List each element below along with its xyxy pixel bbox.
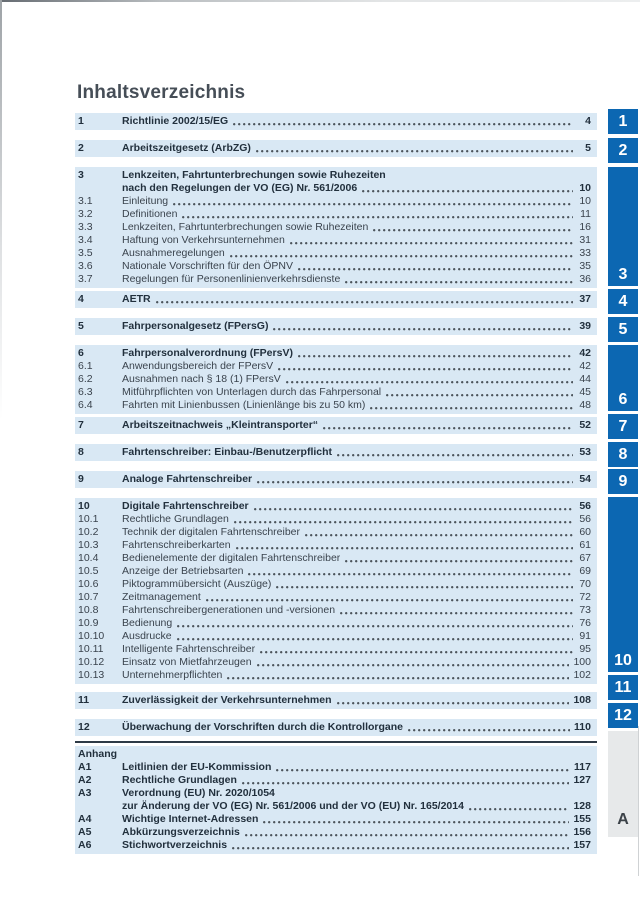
toc-row-number: 3 — [78, 169, 84, 181]
toc-page-number: 102 — [573, 669, 591, 681]
scan-edge-top — [0, 0, 640, 2]
dot-leader — [373, 229, 573, 232]
toc-row — [78, 839, 591, 852]
toc-row — [78, 761, 591, 774]
dot-leader — [233, 123, 573, 126]
toc-row — [78, 813, 591, 826]
toc-row-title: Einsatz von Mietfahrzeugen — [122, 656, 252, 668]
tab-label: 3 — [618, 266, 628, 283]
toc-row — [78, 195, 591, 208]
toc-row-title: Analoge Fahrtenschreiber — [122, 473, 253, 485]
chapter-tab-1 — [608, 109, 638, 134]
chapter-tab-5 — [608, 317, 638, 342]
chapter-tab-7 — [608, 414, 638, 439]
dot-leader — [286, 381, 573, 384]
tab-label: 9 — [618, 472, 628, 490]
toc-row-title: Überwachung der Vorschriften durch die Kontrollorgane — [122, 721, 404, 733]
toc-row-title: Ausnahmeregelungen — [122, 247, 225, 259]
toc-group — [75, 291, 597, 308]
toc-row-title: Regelungen für Personenlinienverkehrsdienste — [122, 273, 341, 285]
toc-row — [78, 643, 591, 656]
tab-label: 8 — [618, 445, 628, 463]
toc-row-number: 10.11 — [78, 643, 104, 655]
toc-row — [78, 347, 591, 360]
toc-row-title: Bedienung — [122, 617, 173, 629]
toc-page-number: 76 — [579, 617, 591, 629]
toc-row — [78, 774, 591, 787]
toc-group — [75, 471, 597, 488]
toc-row — [78, 526, 591, 539]
toc-row — [78, 539, 591, 552]
toc-row-number: 6.4 — [78, 399, 93, 411]
tab-label: 4 — [618, 292, 628, 310]
toc-row-title: Definitionen — [122, 208, 178, 220]
dot-leader — [257, 481, 573, 484]
toc-row — [78, 656, 591, 669]
toc-row-title: Anzeige der Betriebsarten — [122, 565, 244, 577]
chapter-tab-strip — [604, 0, 640, 898]
toc-row — [78, 386, 591, 399]
dot-leader — [206, 599, 573, 602]
dot-leader — [323, 427, 573, 430]
toc-row-number: 3.6 — [78, 260, 93, 272]
toc-row-number: 6.2 — [78, 373, 93, 385]
toc-page-number: 117 — [574, 761, 591, 773]
tab-label: 1 — [618, 112, 628, 130]
toc-page-number: 54 — [579, 473, 591, 485]
toc-row-number: 3.4 — [78, 234, 93, 246]
toc-row-title: Fahrpersonalgesetz (FPersG) — [122, 320, 269, 332]
toc-page-number: 128 — [573, 800, 591, 812]
toc-row-number: 10.1 — [78, 513, 99, 525]
toc-page-number: 156 — [573, 826, 591, 838]
dot-leader — [276, 769, 570, 772]
toc-row — [78, 273, 591, 286]
dot-leader — [156, 301, 573, 304]
toc-row-title: Haftung von Verkehrsunternehmen — [122, 234, 285, 246]
dot-leader — [182, 216, 573, 219]
dot-leader — [177, 638, 573, 641]
toc-row — [78, 800, 591, 813]
toc-row-title: Piktogrammübersicht (Auszüge) — [122, 578, 272, 590]
toc-row-number: 5 — [78, 320, 84, 332]
toc-row-number: 10.10 — [78, 630, 105, 642]
toc-page-number: 73 — [579, 604, 591, 616]
toc-page-number: 37 — [579, 293, 591, 305]
toc-row-title: Verordnung (EU) Nr. 2020/1054 — [122, 787, 275, 799]
chapter-tab-2 — [608, 138, 638, 163]
toc-row-title: Fahrtenschreibergenerationen und -versionen — [122, 604, 336, 616]
scan-edge-left — [0, 0, 2, 420]
toc-row — [78, 473, 591, 486]
toc-row-title: Digitale Fahrtenschreiber — [122, 500, 249, 512]
toc-row — [78, 169, 591, 182]
dot-leader — [245, 834, 570, 837]
toc-row-title: Zuverlässigkeit der Verkehrsunternehmen — [122, 694, 332, 706]
toc-row — [78, 578, 591, 591]
toc-row-title: Rechtliche Grundlagen — [122, 774, 237, 786]
toc-group — [75, 113, 597, 130]
toc-row-number: 1 — [78, 115, 84, 127]
dot-leader — [227, 677, 569, 680]
toc-page-number: 4 — [585, 115, 591, 127]
toc-row-number: 8 — [78, 446, 84, 458]
tab-label: 2 — [618, 141, 628, 159]
toc-row — [78, 373, 591, 386]
toc-row-title: Fahrpersonalverordnung (FPersV) — [122, 347, 293, 359]
toc-page-number: 44 — [579, 373, 591, 385]
toc-page-number: 110 — [574, 721, 591, 733]
dot-leader — [257, 664, 570, 667]
toc-page-number: 100 — [573, 656, 591, 668]
chapter-tab-12 — [608, 703, 638, 728]
toc-row-number: 7 — [78, 419, 84, 431]
toc-row-title: Wichtige Internet-Adressen — [122, 813, 259, 825]
dot-leader — [408, 729, 570, 732]
toc-row-number: 4 — [78, 293, 84, 305]
toc-row — [78, 591, 591, 604]
toc-row-title: Lenkzeiten, Fahrtunterbrechungen sowie Ruhezeiten — [122, 169, 386, 181]
toc-group — [75, 417, 597, 434]
toc-group — [75, 692, 597, 709]
toc-row-number: 3.3 — [78, 221, 93, 233]
toc-row-title: Fahrtenschreiberkarten — [122, 539, 231, 551]
toc-row-title: Arbeitszeitgesetz (ArbZG) — [122, 142, 251, 154]
toc-row-number: 10.12 — [78, 656, 105, 668]
toc-row-number: 10.9 — [78, 617, 99, 629]
toc-page-number: 5 — [585, 142, 591, 154]
toc-row — [78, 115, 591, 128]
toc-row — [78, 617, 591, 630]
dot-leader — [298, 268, 573, 271]
dot-leader — [337, 454, 573, 457]
dot-leader — [236, 547, 573, 550]
toc-row-number: 10.13 — [78, 669, 105, 681]
chapter-tab-8 — [608, 442, 638, 467]
toc-page-number: 95 — [579, 643, 591, 655]
toc-row-title: Abkürzungsverzeichnis — [122, 826, 240, 838]
toc-group — [75, 167, 597, 288]
toc-row-title: Mitführpflichten von Unterlagen durch das Fahrpersonal — [122, 386, 382, 398]
toc-row — [78, 247, 591, 260]
toc-row — [78, 182, 591, 195]
toc-page-number: 10 — [579, 195, 591, 207]
toc-row-number: A4 — [78, 813, 92, 825]
toc-row — [78, 787, 591, 800]
toc-row-title: Leitlinien der EU-Kommission — [122, 761, 272, 773]
dot-leader — [290, 242, 573, 245]
dot-leader — [242, 782, 570, 785]
anhang-divider — [75, 741, 597, 743]
toc-page-number: 35 — [579, 260, 591, 272]
toc-row — [78, 721, 591, 734]
anhang-label-row — [78, 748, 591, 761]
tab-label: 12 — [614, 706, 632, 724]
chapter-tab-10 — [608, 497, 638, 672]
toc-page-number: 45 — [579, 386, 591, 398]
toc-row-number: 10.7 — [78, 591, 99, 603]
dot-leader — [305, 534, 573, 537]
chapter-tab-11 — [608, 675, 638, 700]
toc-row — [78, 419, 591, 432]
dot-leader — [256, 150, 573, 153]
chapter-tab-6 — [608, 345, 638, 411]
toc-page-number: 70 — [579, 578, 591, 590]
toc-row-title: Unternehmerpflichten — [122, 669, 223, 681]
toc-list — [75, 113, 597, 736]
dot-leader — [276, 586, 573, 589]
toc-page-number: 16 — [579, 221, 591, 233]
toc-page-number: 155 — [573, 813, 591, 825]
toc-row-number: 3.5 — [78, 247, 93, 259]
dot-leader — [260, 651, 573, 654]
toc-row-title: Richtlinie 2002/15/EG — [122, 115, 229, 127]
tab-label: A — [617, 811, 629, 828]
toc-row-number: 3.7 — [78, 273, 93, 285]
toc-page-number: 91 — [579, 630, 591, 642]
dot-leader — [278, 368, 573, 371]
toc-page-number: 60 — [579, 526, 591, 538]
tab-label: 6 — [618, 391, 628, 408]
dot-leader — [273, 328, 573, 331]
toc-row — [78, 221, 591, 234]
toc-row-number: 11 — [78, 694, 90, 706]
toc-row — [78, 565, 591, 578]
toc-row — [78, 826, 591, 839]
toc-row-title: zur Änderung der VO (EG) Nr. 561/2006 und der VO (EU) Nr. 165/2014 — [122, 800, 464, 812]
anhang-section — [75, 746, 597, 854]
toc-page-number: 10 — [579, 182, 591, 194]
toc-row — [78, 320, 591, 333]
toc-row — [78, 604, 591, 617]
toc-row — [78, 500, 591, 513]
toc-row-number: 10.6 — [78, 578, 99, 590]
toc-row-title: Ausnahmen nach § 18 (1) FPersV — [122, 373, 281, 385]
tab-label: 7 — [618, 417, 628, 435]
toc-row-title: Einleitung — [122, 195, 169, 207]
toc-row — [78, 446, 591, 459]
toc-row — [78, 399, 591, 412]
toc-row-title: Anwendungsbereich der FPersV — [122, 360, 274, 372]
toc-row — [78, 234, 591, 247]
toc-row-title: Lenkzeiten, Fahrtunterbrechungen sowie Ruhezeiten — [122, 221, 369, 233]
toc-page-number: 52 — [579, 419, 591, 431]
dot-leader — [232, 847, 569, 850]
toc-row — [78, 293, 591, 306]
toc-page-number: 157 — [573, 839, 591, 851]
chapter-tab-4 — [608, 289, 638, 314]
toc-row-title: Technik der digitalen Fahrtenschreiber — [122, 526, 301, 538]
toc-row-number: 10.3 — [78, 539, 99, 551]
chapter-tab-3 — [608, 167, 638, 286]
toc-row-number: A2 — [78, 774, 92, 786]
dot-leader — [337, 702, 570, 705]
toc-page-number: 31 — [579, 234, 591, 246]
dot-leader — [173, 203, 573, 206]
toc-row-number: A1 — [78, 761, 92, 773]
dot-leader — [345, 281, 573, 284]
dot-leader — [362, 190, 573, 193]
toc-row — [78, 630, 591, 643]
toc-page-number: 56 — [579, 513, 591, 525]
page-title: Inhaltsverzeichnis — [77, 82, 246, 103]
dot-leader — [177, 625, 573, 628]
toc-group — [75, 318, 597, 335]
toc-row-title: Fahrten mit Linienbussen (Linienlänge bis zu 50 km) — [122, 399, 366, 411]
toc-row-title: Fahrtenschreiber: Einbau-/Benutzerpflicht — [122, 446, 333, 458]
toc-row-number: A6 — [78, 839, 92, 851]
toc-group — [75, 444, 597, 461]
toc-row-number: 3.1 — [78, 195, 93, 207]
chapter-tab-9 — [608, 469, 638, 494]
toc-row-title: nach den Regelungen der VO (EG) Nr. 561/2006 — [122, 182, 358, 194]
toc-row-number: 2 — [78, 142, 84, 154]
toc-page-number: 42 — [579, 360, 591, 372]
toc-row-title: Arbeitszeitnachweis „Kleintransporter“ — [122, 419, 319, 431]
toc-page-number: 69 — [579, 565, 591, 577]
toc-row-title: Nationale Vorschriften für den ÖPNV — [122, 260, 294, 272]
toc-group — [75, 719, 597, 736]
appendix-tab-a — [608, 731, 638, 837]
toc-page-number: 108 — [573, 694, 591, 706]
toc-content — [75, 82, 597, 854]
toc-row — [78, 208, 591, 221]
toc-row-number: 10.2 — [78, 526, 99, 538]
toc-page-number: 39 — [579, 320, 591, 332]
toc-row-number: 6 — [78, 347, 84, 359]
toc-row-title: AETR — [122, 293, 151, 305]
toc-row — [78, 142, 591, 155]
toc-row-number: 9 — [78, 473, 84, 485]
toc-page-number: 48 — [579, 399, 591, 411]
toc-row — [78, 513, 591, 526]
toc-row — [78, 694, 591, 707]
toc-row-number: 12 — [78, 721, 90, 733]
dot-leader — [370, 407, 573, 410]
toc-group — [75, 140, 597, 157]
toc-row-number: 10.4 — [78, 552, 99, 564]
toc-page-number: 61 — [579, 539, 591, 551]
toc-page-number: 72 — [579, 591, 591, 603]
dot-leader — [340, 612, 573, 615]
toc-row-title: Bedienelemente der digitalen Fahrtenschreiber — [122, 552, 341, 564]
toc-row-number: 10.8 — [78, 604, 99, 616]
toc-row-number: A3 — [78, 787, 92, 799]
toc-row-number: 10 — [78, 500, 90, 512]
toc-page-number: 36 — [579, 273, 591, 285]
toc-row-number: A5 — [78, 826, 92, 838]
tab-label: 10 — [614, 652, 632, 669]
toc-group — [75, 345, 597, 414]
dot-leader — [234, 521, 573, 524]
toc-row-title: Stichwortverzeichnis — [122, 839, 228, 851]
toc-row — [78, 360, 591, 373]
toc-row — [78, 669, 591, 682]
dot-leader — [230, 255, 573, 258]
toc-row-number: 10.5 — [78, 565, 99, 577]
toc-row — [78, 552, 591, 565]
toc-page-number: 127 — [573, 774, 591, 786]
toc-row-title: Rechtliche Grundlagen — [122, 513, 229, 525]
toc-row-title: Zeitmanagement — [122, 591, 201, 603]
toc-row-number: Anhang — [78, 748, 118, 760]
tab-label: 5 — [618, 320, 628, 338]
toc-page-number: 42 — [579, 347, 591, 359]
dot-leader — [254, 508, 573, 511]
dot-leader — [386, 394, 573, 397]
dot-leader — [248, 573, 573, 576]
toc-row — [78, 260, 591, 273]
toc-page-number: 67 — [579, 552, 591, 564]
dot-leader — [469, 808, 570, 811]
toc-page-number: 53 — [579, 446, 591, 458]
toc-page-number: 56 — [579, 500, 591, 512]
toc-page-number: 11 — [580, 208, 591, 220]
toc-row-number: 3.2 — [78, 208, 93, 220]
toc-page-number: 33 — [579, 247, 591, 259]
toc-row-number: 6.3 — [78, 386, 93, 398]
toc-group — [75, 498, 597, 684]
dot-leader — [263, 821, 569, 824]
toc-row-number: 6.1 — [78, 360, 93, 372]
dot-leader — [345, 560, 573, 563]
toc-row-title: Intelligente Fahrtenschreiber — [122, 643, 256, 655]
toc-row-title: Ausdrucke — [122, 630, 172, 642]
tab-label: 11 — [614, 678, 632, 696]
dot-leader — [298, 355, 573, 358]
